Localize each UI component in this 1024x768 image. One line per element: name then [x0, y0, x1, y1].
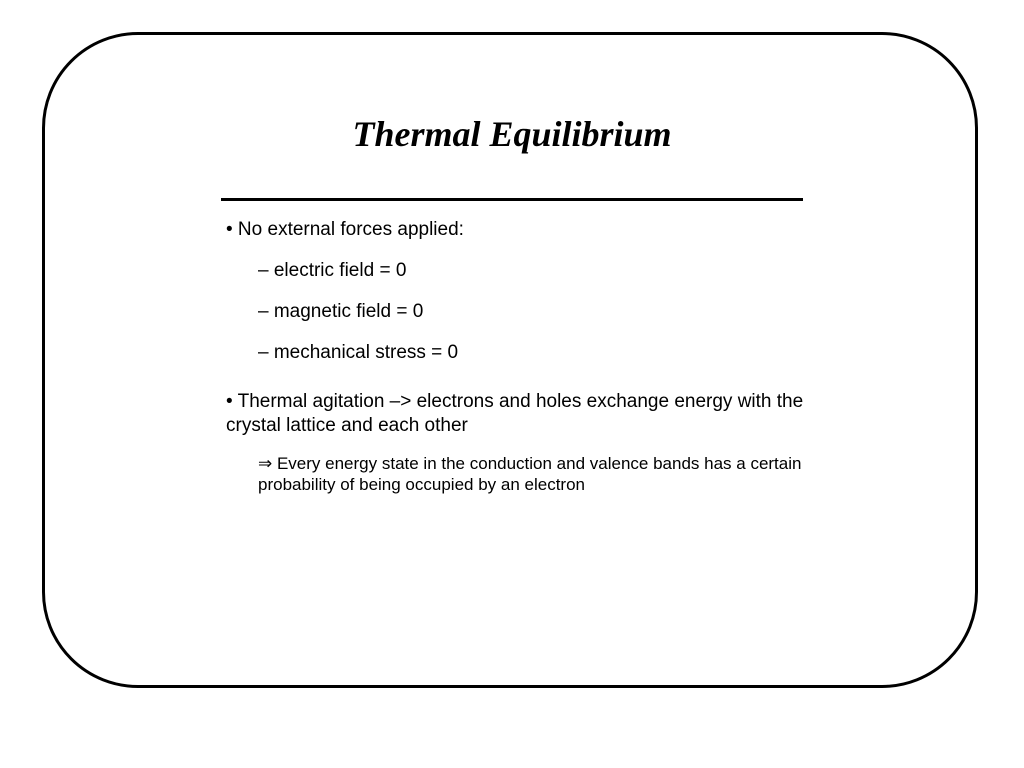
bullet-thermal-agitation: • Thermal agitation –> electrons and holes exchange energy with the crystal lattice and each other [226, 391, 804, 436]
bullet-no-external-forces: • No external forces applied: [226, 219, 464, 240]
sub-bullet-energy-state: ⇒ Every energy state in the conduction and valence bands has a certain probability of being occupied by an electron [258, 454, 802, 494]
sub-bullet-mechanical-stress: – mechanical stress = 0 [258, 342, 459, 363]
sub-bullet-electric-field: – electric field = 0 [258, 260, 407, 281]
slide-title: Thermal Equilibrium [352, 114, 672, 154]
title-divider [221, 198, 803, 201]
slide-body [226, 218, 806, 495]
sub-bullet-magnetic-field: – magnetic field = 0 [258, 301, 424, 322]
